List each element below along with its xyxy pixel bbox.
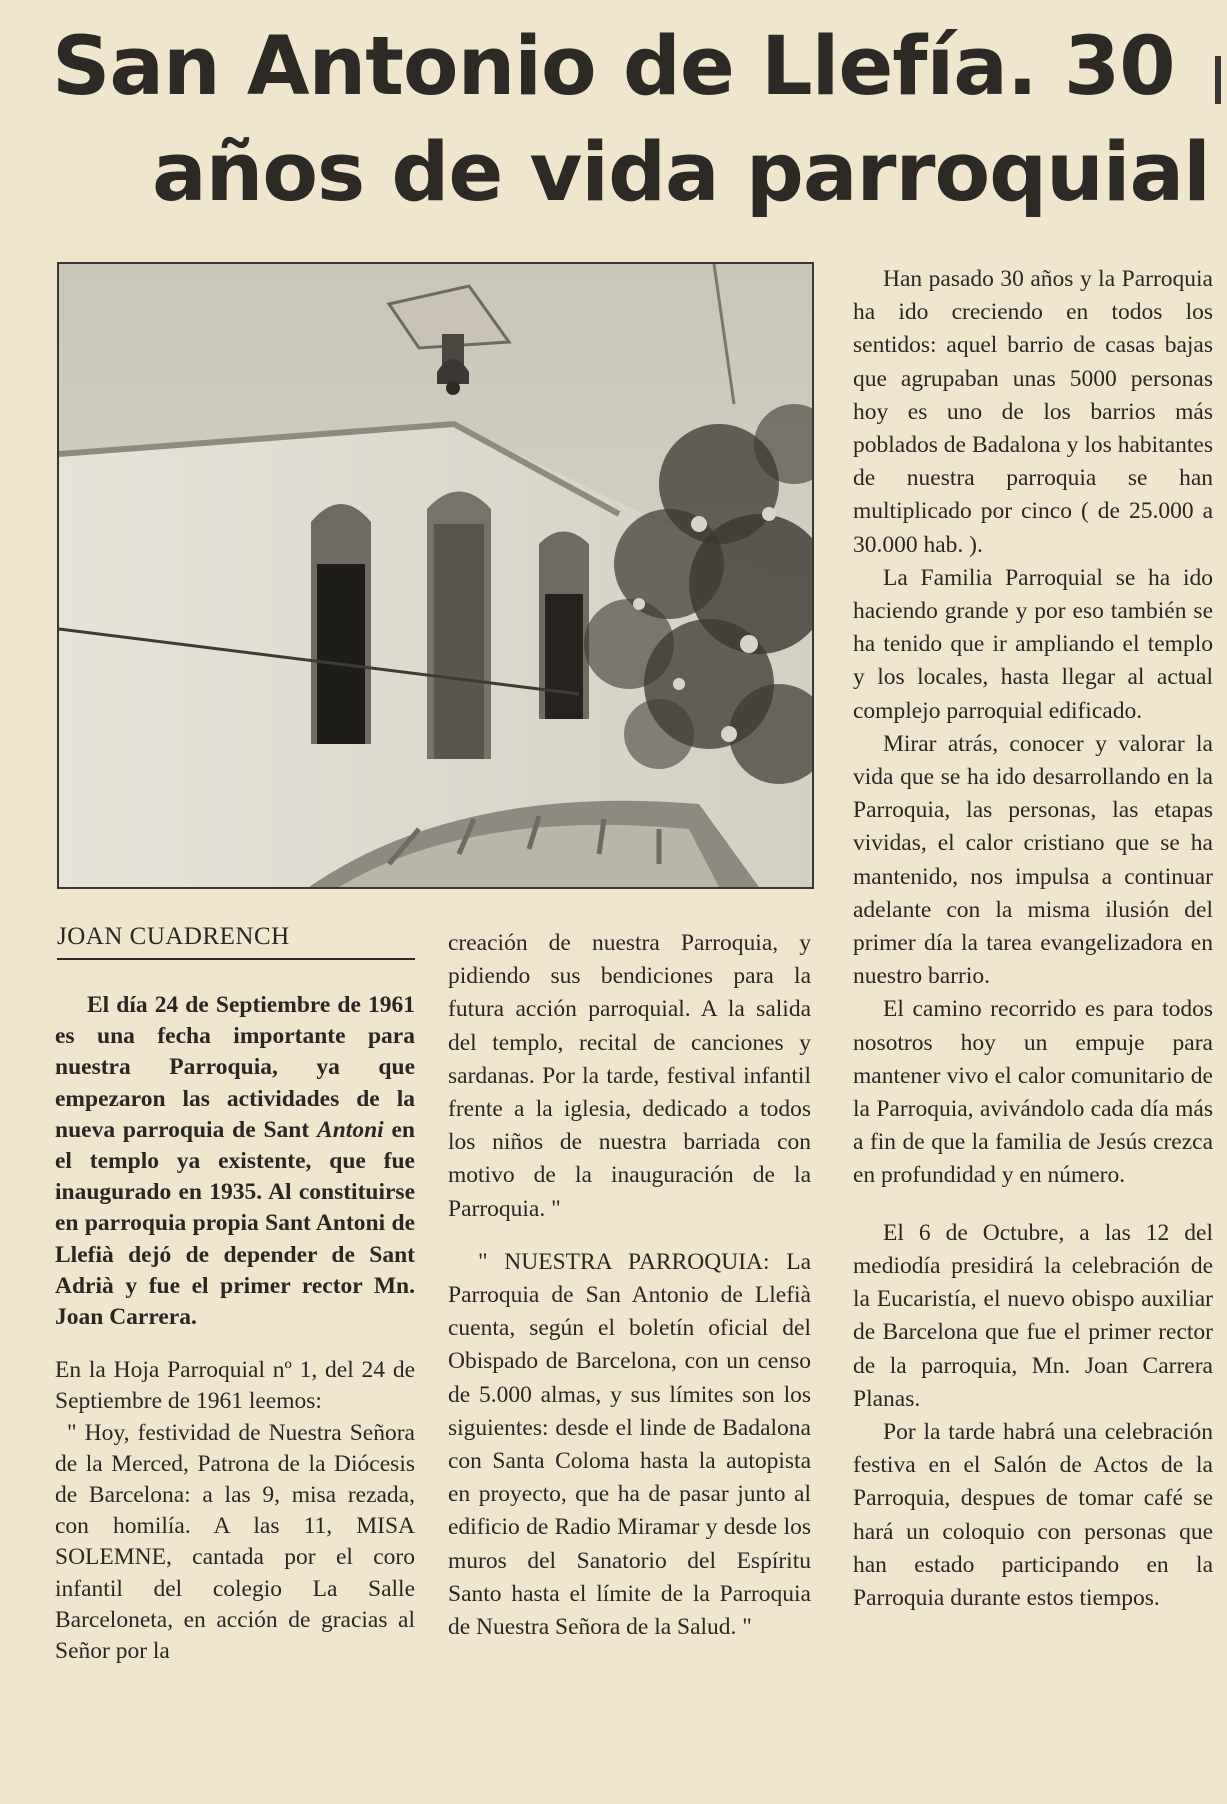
paragraph: El 6 de Octubre, a las 12 del mediodía presidirá la celebración de la Eucaristía, el nuevo obispo auxiliar de Barcelona que fue el primer rector de la parroquia, Mn. Joan Carrera Planas. bbox=[853, 1219, 1213, 1412]
byline-rule bbox=[57, 958, 415, 960]
byline: JOAN CUADRENCH bbox=[57, 923, 290, 950]
edge-mark bbox=[1215, 56, 1221, 104]
paragraph: La Familia Parroquial se ha ido haciendo grande y por eso también se ha tenido que ir ampliando el templo y los locales, hasta llegar al actual complejo parroquial edificado. bbox=[853, 564, 1213, 724]
paragraph: Mirar atrás, conocer y valorar la vida que se ha ido desarrollando en la Parroquia, las personas, las etapas vividas, el calor cristiano que se ha mantenido, nos impulsa a continuar adelante con la misma ilusión del primer día la tarea evangelizadora en nuestro barrio. bbox=[853, 730, 1213, 990]
church-photo bbox=[57, 262, 814, 889]
paragraph: " NUESTRA PARROQUIA: La Parroquia de San Antonio de Llefià cuenta, según el boletín oficial del Obispado de Barcelona, con un censo de 5.000 almas, y sus límites son los siguientes: desde el linde de Badalona con Santa Coloma hasta la autopista en proyecto, que ha de pasar junto al edificio de Radio Miramar y desde los muros del Sanatorio del Espíritu Santo hasta el límite de la Parroquia de Nuestra Señora de la Salud. " bbox=[448, 1248, 811, 1641]
headline-line-2: años de vida parroquial bbox=[152, 126, 1210, 220]
paragraph: Han pasado 30 años y la Parroquia ha ido creciendo en todos los sentidos: aquel barrio de casas bajas que agrupaban unas 5000 personas hoy es uno de los barrios más poblados de Badalona y los habitantes de nuestra parroquia se han multiplicado por cinco ( de 25.000 a 30.000 hab. ). bbox=[853, 266, 1213, 558]
column-1 bbox=[55, 990, 415, 1667]
paragraph: creación de nuestra Parroquia, y pidiendo sus bendiciones para la futura acción parroquial. A la salida del templo, recital de canciones y sardanas. Por la tarde, festival infantil frente a la iglesia, dedicado a todos los niños de nuestra barriada con motivo de la inauguración de la Parroquia. " bbox=[448, 930, 811, 1222]
church-illustration bbox=[59, 264, 812, 887]
lead-text-a: El día 24 de Septiembre de 1961 es una fecha importante para nuestra Parroquia, ya que empezaron las actividades de la nueva parroquia de Sant bbox=[55, 992, 415, 1143]
lead-text-italic: Antoni bbox=[317, 1116, 384, 1143]
paragraph: Por la tarde habrá una celebración festiva en el Salón de Actos de la Parroquia, despues de tomar café se hará un coloquio con personas que han estado participando en la Parroquia durante estos tiempos. bbox=[853, 1418, 1213, 1611]
paragraph: En la Hoja Parroquial nº 1, del 24 de Septiembre de 1961 leemos: bbox=[55, 1357, 415, 1415]
headline bbox=[52, 14, 1227, 226]
paragraph: El camino recorrido es para todos nosotros hoy un empuje para mantener vivo el calor comunitario de la Parroquia, avivándolo cada día más a fin de que la familia de Jesús crezca en profundidad y en número. bbox=[853, 996, 1213, 1189]
headline-line-1: San Antonio de Llefía. 30 bbox=[52, 20, 1175, 114]
column-2 bbox=[448, 927, 811, 1644]
column-3 bbox=[853, 263, 1213, 1615]
lead-paragraph bbox=[55, 990, 415, 1333]
lead-text-b: en el templo ya existente, que fue inaugurado en 1935. Al constituirse en parroquia propia Sant Antoni de Llefià dejó de depender de Sant Adrià y fue el primer rector Mn. Joan Carrera. bbox=[55, 1116, 416, 1331]
paragraph: " Hoy, festividad de Nuestra Señora de la Merced, Patrona de la Diócesis de Barcelona: a las 9, misa rezada, con homilía. A las 11, MISA SOLEMNE, cantada por el coro infantil del colegio La Salle Barceloneta, en acción de gracias al Señor por la bbox=[55, 1419, 415, 1665]
